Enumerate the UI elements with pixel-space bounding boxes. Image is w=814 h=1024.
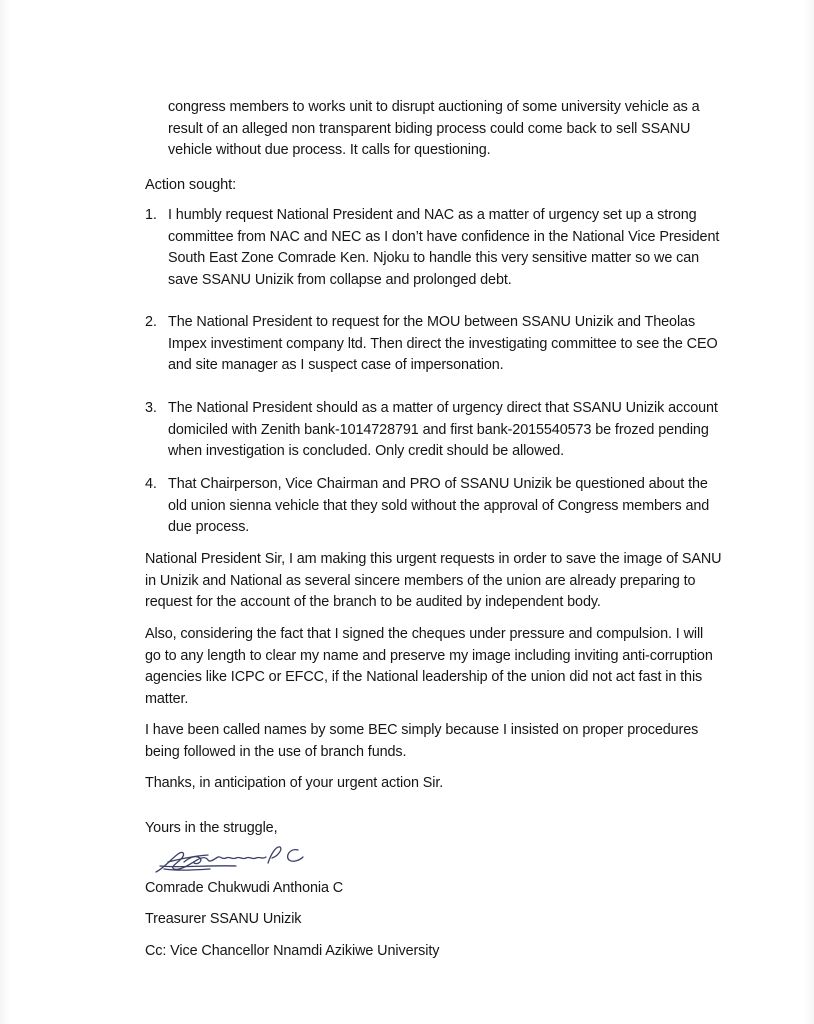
action-number: 2. <box>145 314 157 330</box>
text-line: South East Zone Comrade Ken. Njoku to handle this very sensitive matter so we can <box>168 250 700 266</box>
text-line: in Unizik and National as several sincere members of the union are already preparing to <box>145 572 696 589</box>
text-line: Also, considering the fact that I signed the cheques under pressure and compulsion. I will <box>145 626 704 642</box>
paragraph-called-names <box>145 720 779 763</box>
text-line: result of an alleged non transparent biding process could come back to sell SSANU <box>168 120 691 137</box>
paragraph-thanks <box>145 773 779 795</box>
text-line: I have been called names by some BEC simply because I insisted on proper procedures <box>145 722 699 738</box>
text-line: agencies like ICPC or EFCC, if the National leadership of the union did not act fast in this <box>145 669 703 685</box>
cc-line: Cc: Vice Chancellor Nnamdi Azikiwe University <box>145 943 440 959</box>
text-line: committee from NAC and NEC as I don’t have confidence in the National Vice President <box>168 228 720 245</box>
paragraph-urgent-request <box>145 549 779 614</box>
handwritten-signature <box>150 838 320 878</box>
text-line: National President Sir, I am making this urgent requests in order to save the image of SANU <box>145 551 722 567</box>
text-line: vehicle without due process. It calls for questioning. <box>168 142 491 158</box>
text-line: The National President to request for the MOU between SSANU Unizik and Theolas <box>168 314 696 330</box>
action-number: 1. <box>145 207 157 223</box>
text-line: Impex investiment company ltd. Then direct the investigating committee to see the CEO <box>168 335 718 352</box>
text-line: old union sienna vehicle that they sold without the approval of Congress members and <box>168 497 710 514</box>
action-text <box>168 474 778 539</box>
signatory-title: Treasurer SSANU Unizik <box>145 911 302 927</box>
signatory-name: Comrade Chukwudi Anthonia C <box>145 880 344 896</box>
text-line: save SSANU Unizik from collapse and prolonged debt. <box>168 271 512 288</box>
text-line: congress members to works unit to disrupt auctioning of some university vehicle as a <box>168 99 700 115</box>
text-line: Thanks, in anticipation of your urgent action Sir. <box>145 775 444 791</box>
intro-continuation <box>168 97 778 162</box>
paragraph-cheques <box>145 624 779 710</box>
action-text <box>168 398 778 463</box>
text-line: I humbly request National President and NAC as a matter of urgency set up a strong <box>168 207 697 223</box>
text-line: That Chairperson, Vice Chairman and PRO of SSANU Unizik be questioned about the <box>168 476 708 492</box>
closing-salutation: Yours in the struggle, <box>145 820 278 836</box>
text-line: when investigation is concluded. Only credit should be allowed. <box>168 443 565 459</box>
action-number: 4. <box>145 476 157 492</box>
action-text <box>168 312 778 377</box>
text-line: go to any length to clear my name and preserve my image including inviting anti-corruption <box>145 647 713 664</box>
text-line: and site manager as I suspect case of impersonation. <box>168 357 504 373</box>
text-line: The National President should as a matter of urgency direct that SSANU Unizik account <box>168 400 718 416</box>
action-sought-heading: Action sought: <box>145 177 237 193</box>
action-text <box>168 205 778 291</box>
text-line: request for the account of the branch to be audited by independent body. <box>145 594 601 610</box>
action-number: 3. <box>145 400 157 416</box>
text-line: domiciled with Zenith bank-1014728791 and first bank-2015540573 be frozed pending <box>168 421 709 438</box>
text-line: due process. <box>168 519 250 535</box>
text-line: matter. <box>145 690 189 707</box>
text-line: being followed in the use of branch funds. <box>145 743 407 760</box>
